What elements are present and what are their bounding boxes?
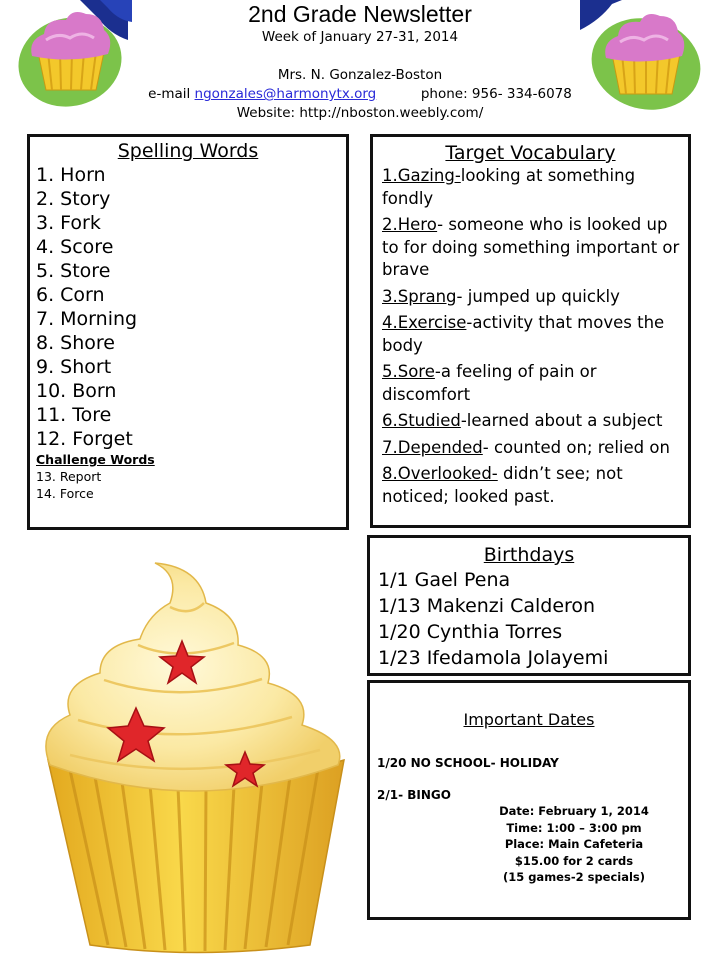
phone-number: phone: 956- 334-6078 bbox=[420, 86, 572, 102]
vocab-term: 3.Sprang bbox=[382, 286, 457, 306]
birthdays-title: Birthdays bbox=[483, 544, 575, 566]
newsletter-header bbox=[120, 0, 600, 123]
spelling-word: 2. Story bbox=[36, 188, 111, 210]
vocab-entry bbox=[373, 361, 688, 406]
spelling-word: 6. Corn bbox=[36, 284, 105, 306]
challenge-word: 13. Report bbox=[36, 469, 102, 484]
contact-line bbox=[120, 85, 600, 104]
vocab-entry bbox=[373, 165, 688, 210]
birthday-entry: 1/20 Cynthia Torres bbox=[378, 621, 563, 643]
vocab-entry bbox=[373, 437, 688, 460]
vocab-entry bbox=[373, 410, 688, 433]
spelling-words-box bbox=[27, 134, 349, 530]
spelling-word: 9. Short bbox=[36, 356, 112, 378]
vocab-definition: -a feeling of pain or discomfort bbox=[382, 362, 597, 404]
date-item-holiday: 1/20 NO SCHOOL- HOLIDAY bbox=[377, 756, 559, 770]
bingo-detail: Place: Main Cafeteria bbox=[504, 837, 644, 851]
vocab-term: 8.Overlooked- bbox=[382, 464, 498, 483]
spelling-word: 7. Morning bbox=[36, 308, 138, 330]
cupcake-left-icon bbox=[10, 0, 135, 110]
vocab-term: 7.Depended bbox=[382, 437, 483, 457]
birthday-entry: 1/1 Gael Pena bbox=[378, 569, 511, 591]
vocab-definition: -activity that moves the body bbox=[382, 313, 665, 355]
birthdays-box bbox=[367, 535, 691, 676]
vocab-term: 2.Hero bbox=[382, 215, 438, 234]
vocab-entry bbox=[373, 463, 688, 508]
spelling-title: Spelling Words bbox=[117, 140, 259, 162]
spelling-word: 1. Horn bbox=[36, 164, 106, 186]
vocab-definition: didn’t see; not noticed; looked past. bbox=[382, 464, 623, 506]
spelling-word: 12. Forget bbox=[36, 428, 133, 450]
bingo-detail: $15.00 for 2 cards bbox=[514, 853, 634, 868]
birthday-entry: 1/23 Ifedamola Jolayemi bbox=[378, 647, 609, 669]
spelling-word: 10. Born bbox=[36, 380, 117, 402]
vocab-definition: - jumped up quickly bbox=[456, 286, 620, 306]
challenge-words-label: Challenge Words bbox=[36, 452, 155, 467]
spelling-word: 5. Store bbox=[36, 260, 111, 282]
bingo-detail: (15 games-2 specials) bbox=[502, 870, 646, 884]
teacher-name: Mrs. N. Gonzalez-Boston bbox=[277, 67, 443, 83]
spelling-word: 4. Score bbox=[36, 236, 114, 258]
newsletter-title: 2nd Grade Newsletter bbox=[248, 1, 472, 27]
vocab-entry bbox=[373, 214, 688, 282]
challenge-word: 14. Force bbox=[36, 486, 94, 501]
vocab-term: 6.Studied bbox=[382, 411, 461, 430]
vocab-term: 1.Gazing- bbox=[382, 166, 461, 185]
spelling-word: 11. Tore bbox=[36, 404, 112, 426]
vocab-definition: looking at something fondly bbox=[382, 166, 636, 208]
vocab-definition: -learned about a subject bbox=[460, 411, 663, 430]
vocab-definition: - counted on; relied on bbox=[482, 437, 670, 457]
email-label: e-mail bbox=[148, 86, 191, 102]
target-vocabulary-box bbox=[370, 134, 691, 528]
email-link[interactable]: ngonzales@harmonytx.org bbox=[194, 86, 377, 102]
bingo-detail: Date: February 1, 2014 bbox=[499, 804, 649, 818]
spelling-word-list bbox=[30, 163, 346, 451]
challenge-word-list bbox=[30, 468, 346, 502]
week-line: Week of January 27-31, 2014 bbox=[261, 29, 459, 45]
vocab-definition: - someone who is looked up to for doing something important or brave bbox=[382, 215, 680, 279]
website-line: Website: http://nboston.weebly.com/ bbox=[236, 105, 484, 121]
vocabulary-title: Target Vocabulary bbox=[445, 142, 616, 164]
bingo-detail: Time: 1:00 – 3:00 pm bbox=[506, 820, 642, 835]
large-cupcake-icon bbox=[30, 555, 360, 955]
important-dates-title: Important Dates bbox=[463, 710, 595, 729]
vocab-term: 4.Exercise bbox=[382, 313, 467, 332]
important-dates-box bbox=[367, 680, 691, 920]
vocab-entry bbox=[373, 312, 688, 357]
vocab-entry bbox=[373, 286, 688, 309]
date-item-bingo: 2/1- BINGO bbox=[377, 788, 451, 802]
spelling-word: 8. Shore bbox=[36, 332, 115, 354]
spelling-word: 3. Fork bbox=[36, 212, 101, 234]
vocab-term: 5.Sore bbox=[382, 362, 435, 381]
birthday-entry: 1/13 Makenzi Calderon bbox=[378, 595, 596, 617]
